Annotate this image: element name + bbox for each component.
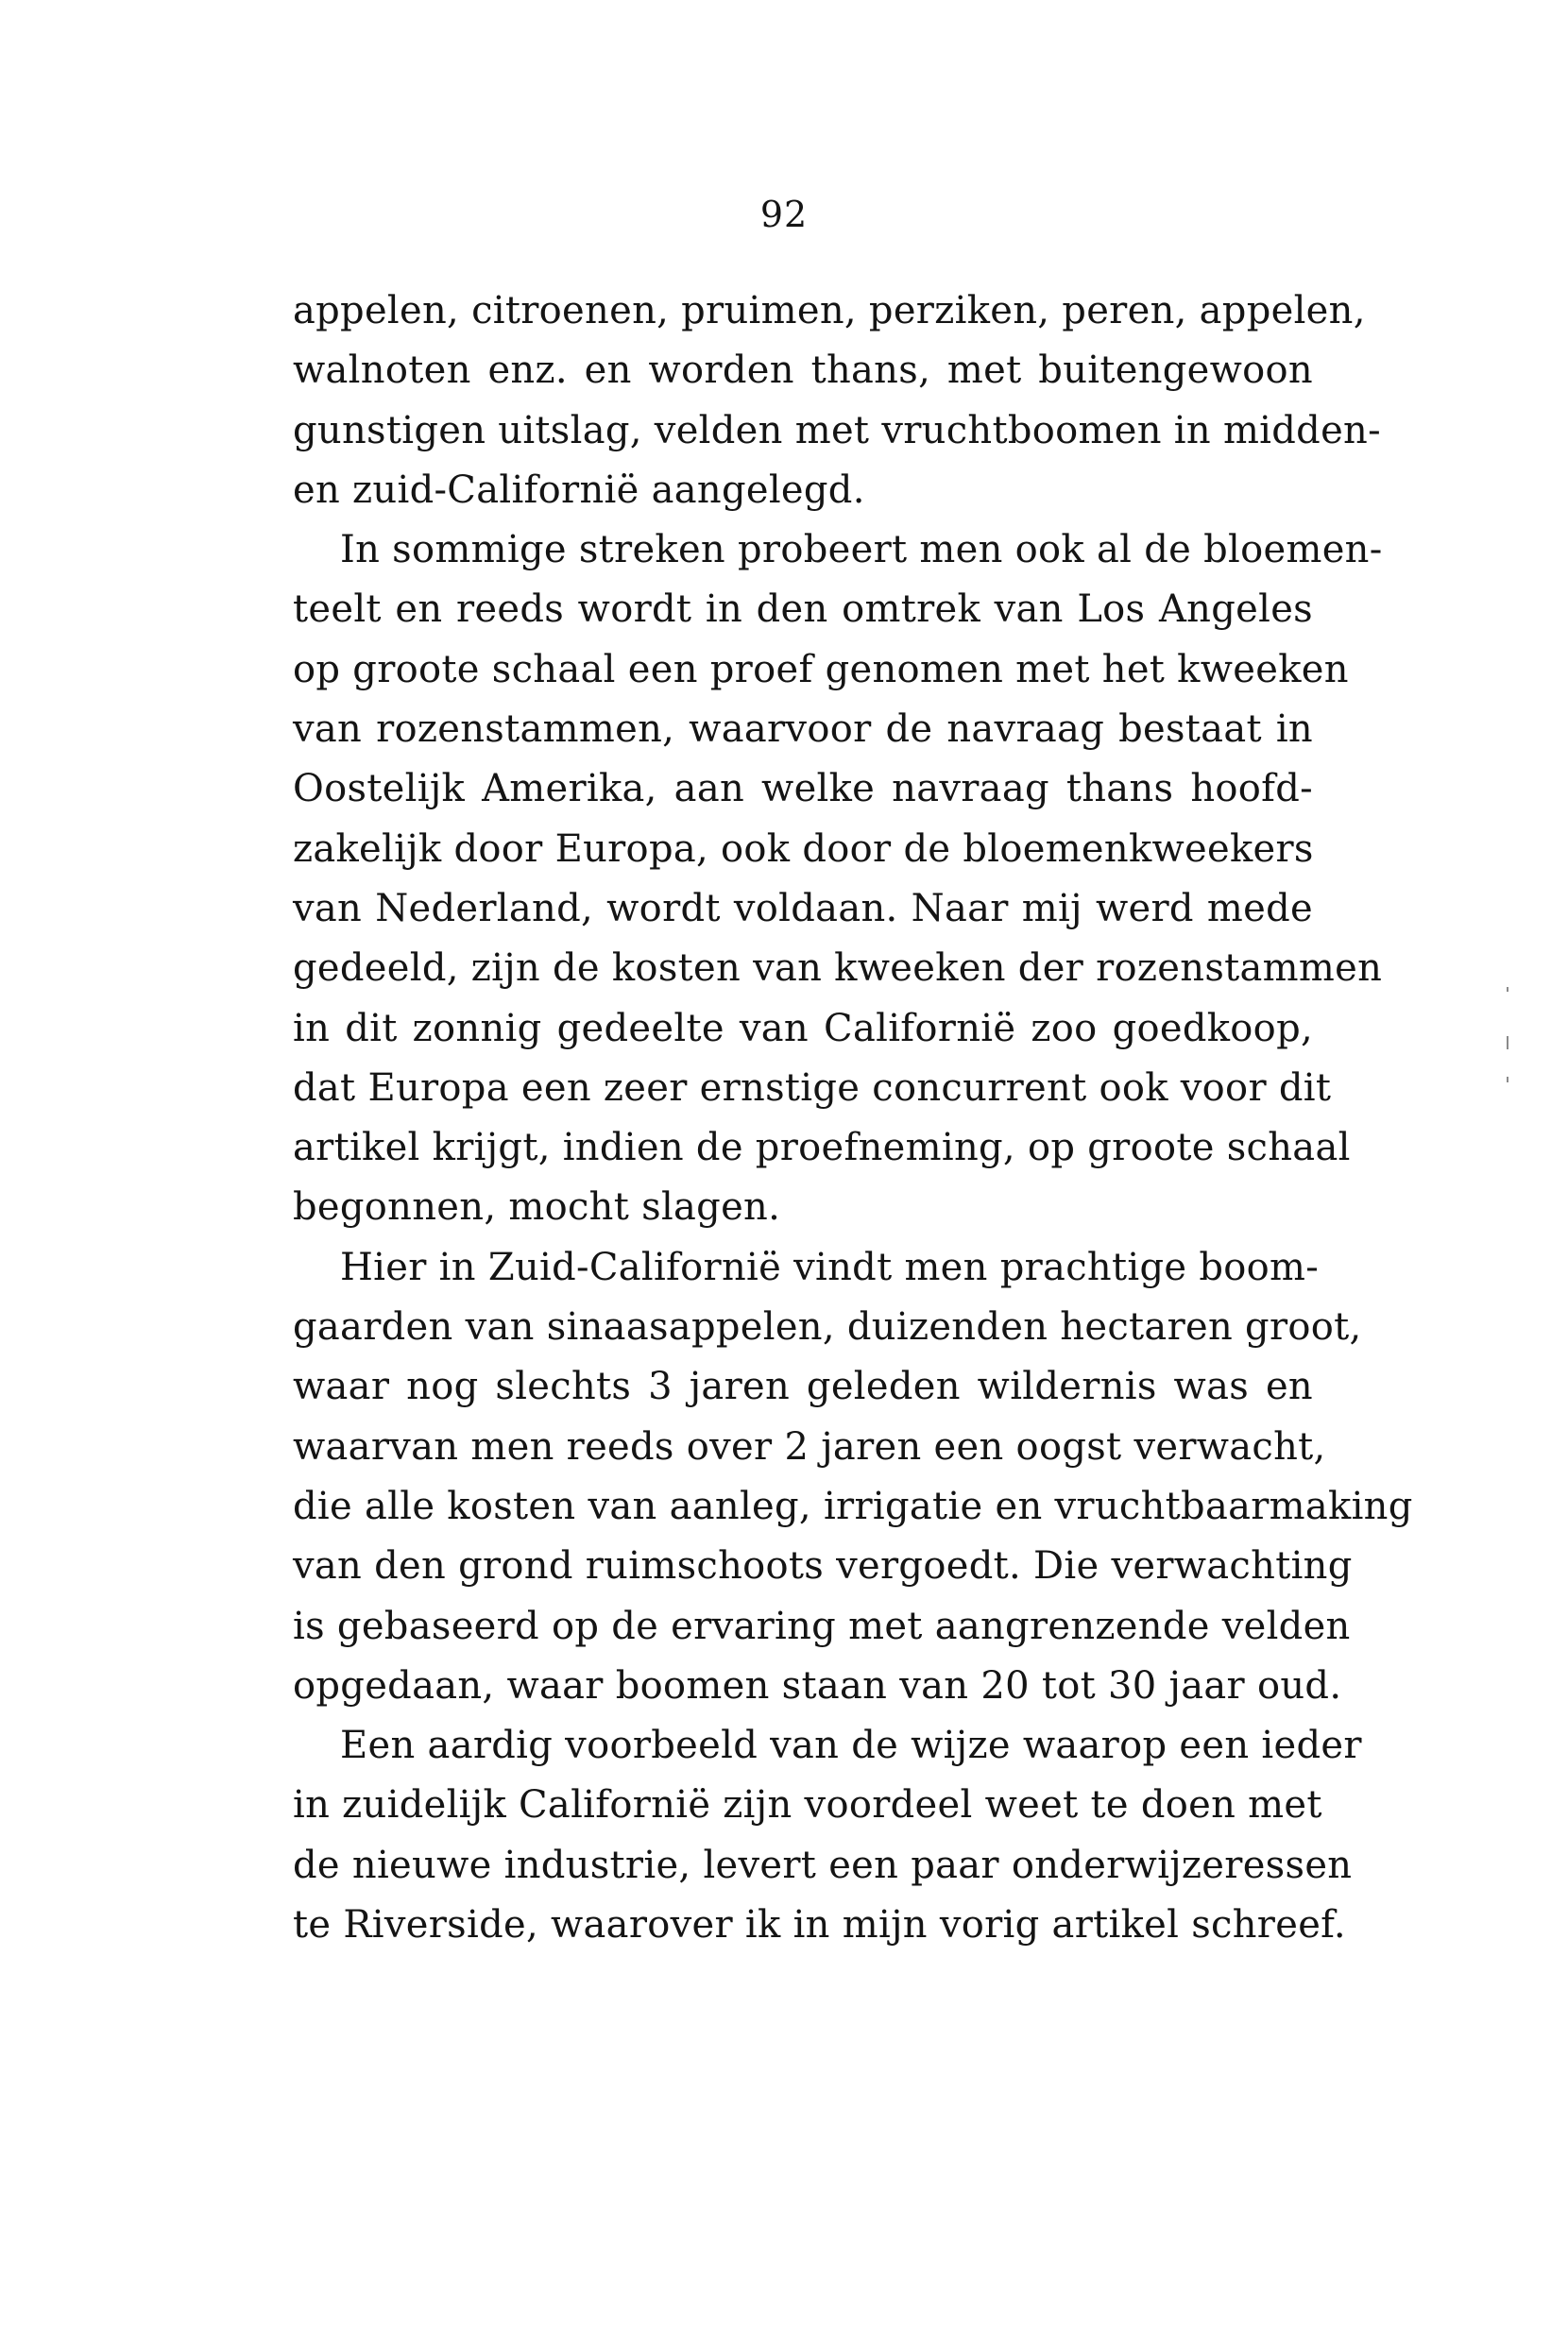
text-line: opgedaan, waar boomen staan van 20 tot 30 jaar oud.	[293, 1663, 1342, 1708]
text-line: van Nederland, wordt voldaan. Naar mij werd mede	[293, 886, 1313, 930]
text-line: teelt en reeds wordt in den omtrek van Los Angeles	[293, 587, 1313, 632]
text-line: te Riverside, waarover ik in mijn vorig artikel schreef.	[293, 1903, 1346, 1948]
text-line: waar nog slechts 3 jaren geleden wildernis was en	[293, 1365, 1313, 1409]
paragraph-1	[293, 281, 1381, 520]
text-line: op groote schaal een proef genomen met het kweeken	[293, 647, 1349, 691]
margin-speck	[1507, 1036, 1508, 1049]
paragraph-4	[293, 1716, 1362, 1955]
text-line: in dit zonnig gedeelte van Californië zoo goedkoop,	[293, 1006, 1313, 1050]
page-number: 92	[759, 194, 809, 235]
text-line: van den grond ruimschoots vergoedt. Die verwachting	[293, 1544, 1353, 1589]
text-line: is gebaseerd op de ervaring met aangrenzende velden	[293, 1604, 1351, 1648]
text-line: waarvan men reeds over 2 jaren een oogst verwacht,	[293, 1424, 1326, 1469]
text-line: appelen, citroenen, pruimen, perziken, peren, appelen,	[293, 289, 1366, 332]
text-line: gedeeld, zijn de kosten van kweeken der rozenstammen	[293, 946, 1383, 991]
margin-speck	[1507, 987, 1508, 992]
body-text	[293, 281, 1413, 1955]
text-line: van rozenstammen, waarvoor de navraag bestaat in	[293, 707, 1313, 752]
margin-specks	[1507, 987, 1516, 1100]
margin-speck	[1507, 1077, 1508, 1082]
paragraph-2	[293, 520, 1383, 1238]
text-line: Hier in Zuid-Californië vindt men prachtige boom-	[340, 1245, 1320, 1289]
text-line: Een aardig voorbeeld van de wijze waarop een ieder	[340, 1724, 1362, 1768]
text-line: gaarden van sinaasappelen, duizenden hectaren groot,	[293, 1305, 1362, 1350]
paragraph-3	[293, 1238, 1413, 1716]
text-line: in zuidelijk Californië zijn voordeel weet te doen met	[293, 1783, 1322, 1828]
text-line: dat Europa een zeer ernstige concurrent ook voor dit	[293, 1065, 1332, 1110]
text-line: gunstigen uitslag, velden met vruchtboomen in midden-	[293, 408, 1381, 452]
text-line: de nieuwe industrie, levert een paar onderwijzeressen	[293, 1843, 1353, 1887]
text-line: begonnen, mocht slagen.	[293, 1185, 781, 1230]
text-line: artikel krijgt, indien de proefneming, op groote schaal	[293, 1126, 1351, 1170]
text-line: Oostelijk Amerika, aan welke navraag thans hoofd-	[293, 767, 1313, 811]
text-line: en zuid-Californië aangelegd.	[293, 468, 865, 512]
text-line: zakelijk door Europa, ook door de bloemenkweekers	[293, 826, 1314, 871]
text-line: walnoten enz. en worden thans, met buitengewoon	[293, 349, 1313, 393]
text-line: In sommige streken probeert men ook al de bloemen-	[340, 528, 1383, 572]
text-line: die alle kosten van aanleg, irrigatie en vruchtbaarmaking	[293, 1484, 1413, 1528]
